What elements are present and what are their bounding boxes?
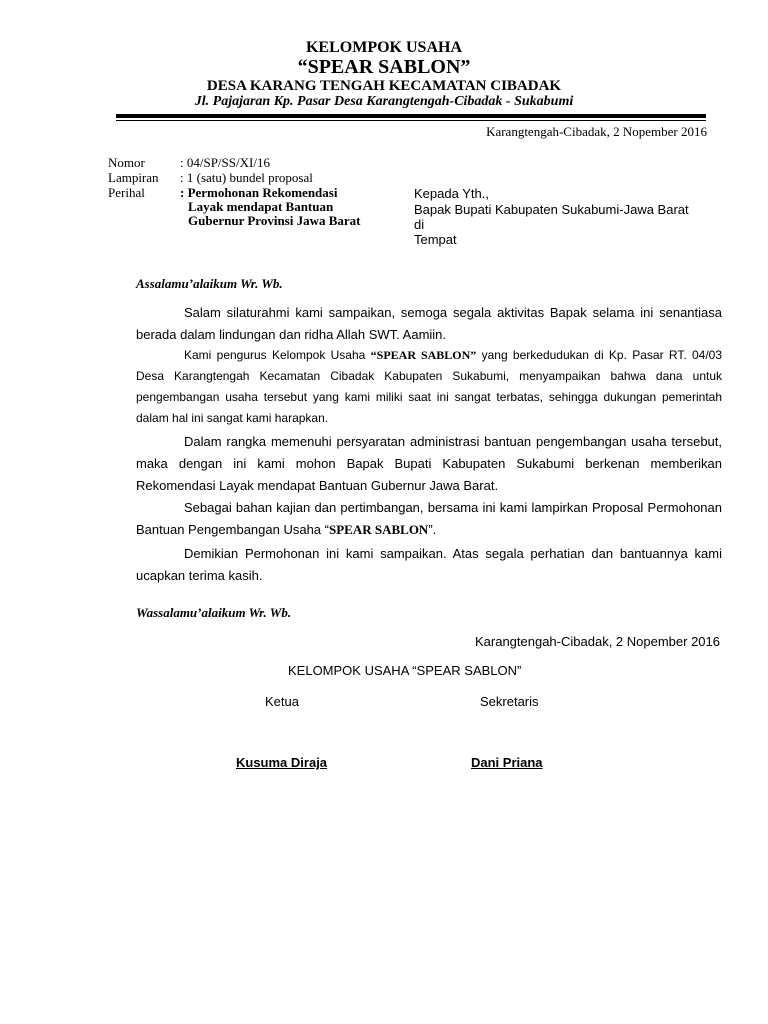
body-paragraph-2 <box>136 345 722 429</box>
nomor-value: : 04/SP/SS/XI/16 <box>180 155 270 170</box>
name-chair: Kusuma Diraja <box>236 755 328 770</box>
greeting: Assalamu’alaikum Wr. Wb. <box>136 276 283 291</box>
perihal-line: : Permohonan Rekomendasi <box>180 185 338 200</box>
recipient-line: Kepada Yth., <box>414 186 489 201</box>
perihal-label: Perihal <box>108 185 145 200</box>
recipient-line: Bapak Bupati Kabupaten Sukabumi-Jawa Barat <box>414 202 689 217</box>
nomor-label: Nomor <box>108 155 145 170</box>
role-secretary: Sekretaris <box>480 694 539 709</box>
lampiran-label: Lampiran <box>108 170 159 185</box>
letterhead-divider-thick <box>116 114 706 118</box>
lampiran-value: : 1 (satu) bundel proposal <box>180 170 313 185</box>
p4-text-b: ”. <box>428 522 437 537</box>
recipient-line: di <box>414 217 425 232</box>
body-paragraph-5: Demikian Permohonan ini kami sampaikan. Atas segala perhatian dan bantuannya kami ucapkan terima kasih. <box>136 546 722 583</box>
letterhead-line3: DESA KARANG TENGAH KECAMATAN CIBADAK <box>206 78 562 94</box>
letterhead-divider-thin <box>116 120 706 121</box>
p2-org-name: “SPEAR SABLON” <box>370 348 477 362</box>
name-secretary: Dani Priana <box>471 755 543 770</box>
letterhead-address: Jl. Pajajaran Kp. Pasar Desa Karangtengah-Cibadak - Sukabumi <box>194 94 574 109</box>
letter-date-top: Karangtengah-Cibadak, 2 Nopember 2016 <box>486 124 707 139</box>
letterhead-org-name: “SPEAR SABLON” <box>297 56 471 78</box>
p4-text-a: Sebagai bahan kajian dan pertimbangan, bersama ini kami lampirkan Proposal Permohonan Bantuan Pengembangan Usaha “ <box>136 500 722 537</box>
perihal-line: Layak mendapat Bantuan <box>188 199 334 214</box>
perihal-line: Gubernur Provinsi Jawa Barat <box>188 213 361 228</box>
letterhead-line1: KELOMPOK USAHA <box>305 39 462 56</box>
body-paragraph-4 <box>136 497 722 541</box>
body-paragraph-1: Salam silaturahmi kami sampaikan, semoga segala aktivitas Bapak selama ini senantiasa berada dalam lindungan dan ridha Allah SWT. Aamiin. <box>136 305 722 342</box>
role-chair: Ketua <box>265 694 299 709</box>
signature-org: KELOMPOK USAHA “SPEAR SABLON” <box>288 663 522 678</box>
recipient-line: Tempat <box>414 232 457 247</box>
p4-org-name: SPEAR SABLON <box>328 522 429 537</box>
p2-text-a: Kami pengurus Kelompok Usaha <box>184 348 371 362</box>
body-paragraph-3: Dalam rangka memenuhi persyaratan administrasi bantuan pengembangan usaha tersebut, maka dengan ini kami mohon Bapak Bupati Kabupaten Sukabumi berkenan memberikan Rekomendasi Layak mendapat Bantuan Gubernur Jawa Barat. <box>136 434 722 493</box>
p2-text-b: yang berkedudukan di Kp. Pasar RT. 04/03 Desa Karangtengah Kecamatan Cibadak Kabupaten Sukabumi, menyampaikan bahwa dana untuk pengembangan usaha tersebut yang kami miliki saat ini sangat terbatas, sehingga dukungan pemerintah dalam hal ini sangat kami harapkan. <box>136 348 723 425</box>
closing: Wassalamu’alaikum Wr. Wb. <box>136 605 292 620</box>
letter-date-bottom: Karangtengah-Cibadak, 2 Nopember 2016 <box>474 634 720 649</box>
